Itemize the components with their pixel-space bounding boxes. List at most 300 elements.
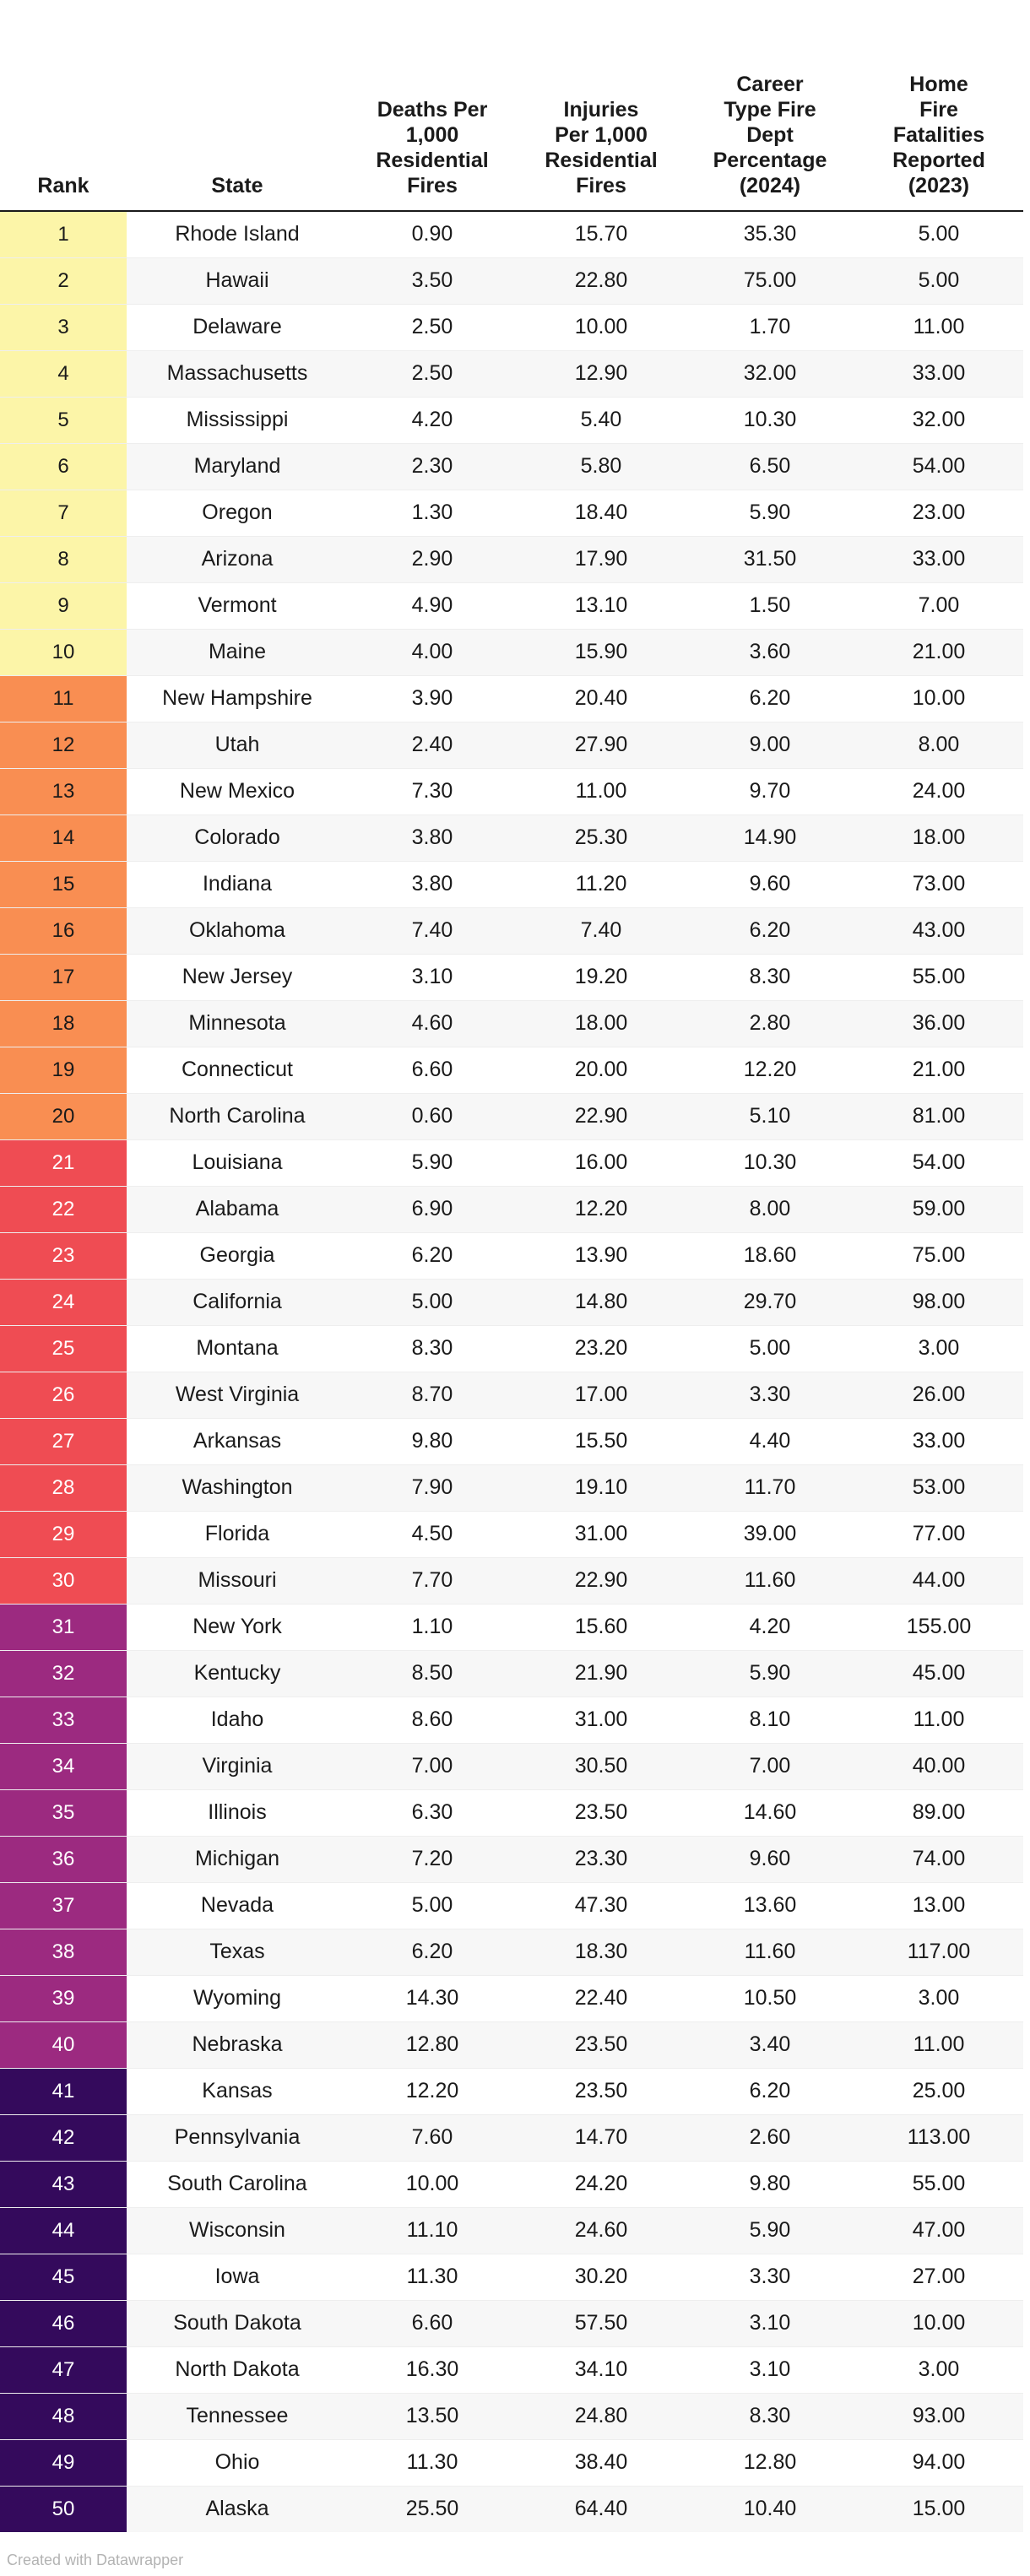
cell-home-fire-fatalities: 93.00 <box>854 2393 1023 2439</box>
table-row <box>0 1975 1023 2021</box>
cell-career-dept-percentage: 12.20 <box>743 1058 797 1082</box>
cell-career-dept-percentage: 5.00 <box>749 1336 791 1361</box>
cell-state: Michigan <box>127 1836 348 1882</box>
cell-rank: 9 <box>0 582 127 629</box>
cell-injuries-per-1000: 34.10 <box>574 2357 628 2382</box>
table-row <box>0 2393 1023 2439</box>
cell-rank: 3 <box>0 304 127 350</box>
cell-home-fire-fatalities: 24.00 <box>912 779 966 804</box>
cell-home-fire-fatalities: 75.00 <box>912 1243 966 1268</box>
cell-career-dept-percentage: 8.00 <box>686 1186 854 1232</box>
cell-deaths-per-1000: 4.60 <box>348 1000 517 1047</box>
cell-career-dept-percentage: 8.30 <box>686 2393 854 2439</box>
table-row <box>0 768 1023 814</box>
table-row <box>0 2207 1023 2254</box>
cell-state: California <box>127 1279 348 1325</box>
cell-state: New Jersey <box>182 965 293 989</box>
cell-career-dept-percentage: 11.60 <box>686 1929 854 1975</box>
table-row <box>0 536 1023 582</box>
datawrapper-credit[interactable]: Created with Datawrapper <box>7 2552 184 2568</box>
cell-injuries-per-1000: 31.00 <box>574 1522 628 1546</box>
cell-state: Massachusetts <box>127 350 348 397</box>
cell-deaths-per-1000: 1.30 <box>411 501 453 525</box>
table-row <box>0 1093 1023 1139</box>
table-row <box>0 814 1023 861</box>
table-row <box>0 1000 1023 1047</box>
cell-rank: 25 <box>0 1325 127 1372</box>
table-row <box>0 2254 1023 2300</box>
cell-career-dept-percentage: 3.30 <box>749 2265 791 2289</box>
cell-deaths-per-1000: 6.20 <box>348 1929 517 1975</box>
cell-home-fire-fatalities: 54.00 <box>912 1150 966 1175</box>
cell-deaths-per-1000: 3.10 <box>411 965 453 989</box>
cell-career-dept-percentage: 5.90 <box>686 2207 854 2254</box>
cell-state: Vermont <box>198 593 277 618</box>
table-row <box>0 1139 1023 1186</box>
cell-injuries-per-1000: 24.80 <box>517 2393 686 2439</box>
cell-career-dept-percentage: 11.60 <box>686 1557 854 1604</box>
cell-rank: 34 <box>0 1743 127 1789</box>
cell-home-fire-fatalities: 74.00 <box>854 1836 1023 1882</box>
table-row <box>0 2439 1023 2486</box>
cell-state: Arkansas <box>192 1429 282 1453</box>
cell-state: Wisconsin <box>127 2207 348 2254</box>
cell-state: Indiana <box>202 872 273 896</box>
cell-home-fire-fatalities: 73.00 <box>912 872 966 896</box>
cell-state: Maryland <box>127 443 348 490</box>
cell-rank: 31 <box>0 1604 127 1650</box>
cell-deaths-per-1000: 14.30 <box>405 1986 459 2010</box>
cell-career-dept-percentage: 3.60 <box>686 629 854 675</box>
cell-deaths-per-1000: 12.20 <box>405 2079 459 2103</box>
table-row <box>0 582 1023 629</box>
cell-rank: 24 <box>0 1279 127 1325</box>
cell-home-fire-fatalities: 113.00 <box>854 2114 1023 2161</box>
cell-career-dept-percentage: 1.50 <box>749 593 791 618</box>
cell-home-fire-fatalities: 117.00 <box>854 1929 1023 1975</box>
cell-deaths-per-1000: 3.80 <box>411 872 453 896</box>
cell-career-dept-percentage: 9.60 <box>686 1836 854 1882</box>
cell-injuries-per-1000: 12.20 <box>517 1186 686 1232</box>
cell-deaths-per-1000: 16.30 <box>405 2357 459 2382</box>
table-row <box>0 861 1023 907</box>
cell-home-fire-fatalities: 47.00 <box>854 2207 1023 2254</box>
cell-career-dept-percentage: 5.90 <box>686 1650 854 1697</box>
cell-injuries-per-1000: 19.20 <box>574 965 628 989</box>
cell-deaths-per-1000: 6.30 <box>411 1800 453 1825</box>
cell-deaths-per-1000: 7.40 <box>348 907 517 954</box>
cell-home-fire-fatalities: 3.00 <box>918 1336 960 1361</box>
table-row <box>0 1372 1023 1418</box>
table-row <box>0 1279 1023 1325</box>
table-row <box>0 722 1023 768</box>
table-row <box>0 1047 1023 1093</box>
cell-state: Illinois <box>208 1800 267 1825</box>
cell-deaths-per-1000: 4.20 <box>411 408 453 432</box>
cell-state: South Dakota <box>127 2300 348 2346</box>
table-row <box>0 2068 1023 2114</box>
cell-career-dept-percentage: 1.70 <box>749 315 791 339</box>
cell-home-fire-fatalities: 33.00 <box>912 1429 966 1453</box>
cell-deaths-per-1000: 8.60 <box>411 1707 453 1732</box>
cell-home-fire-fatalities: 43.00 <box>854 907 1023 954</box>
cell-deaths-per-1000: 2.90 <box>348 536 517 582</box>
column-header-deaths-per-1000[interactable]: Deaths Per 1,000 Residential Fires <box>348 0 517 211</box>
cell-career-dept-percentage: 14.60 <box>743 1800 797 1825</box>
cell-state: Oklahoma <box>127 907 348 954</box>
cell-home-fire-fatalities: 25.00 <box>912 2079 966 2103</box>
cell-deaths-per-1000: 25.50 <box>348 2486 517 2532</box>
cell-injuries-per-1000: 13.90 <box>574 1243 628 1268</box>
cell-home-fire-fatalities: 7.00 <box>918 593 960 618</box>
cell-deaths-per-1000: 5.90 <box>411 1150 453 1175</box>
cell-injuries-per-1000: 17.90 <box>517 536 686 582</box>
table-row <box>0 2346 1023 2393</box>
cell-rank: 26 <box>0 1372 127 1418</box>
cell-injuries-per-1000: 14.80 <box>517 1279 686 1325</box>
cell-rank: 16 <box>0 907 127 954</box>
cell-home-fire-fatalities: 81.00 <box>854 1093 1023 1139</box>
cell-injuries-per-1000: 7.40 <box>517 907 686 954</box>
column-header-career-dept-percentage[interactable]: Career Type Fire Dept Percentage (2024) <box>686 0 854 211</box>
table-row <box>0 1789 1023 1836</box>
cell-rank: 6 <box>0 443 127 490</box>
cell-home-fire-fatalities: 54.00 <box>854 443 1023 490</box>
table-row <box>0 397 1023 443</box>
column-header-home-fire-fatalities[interactable]: Home Fire Fatalities Reported (2023) <box>854 0 1023 211</box>
cell-home-fire-fatalities: 21.00 <box>854 629 1023 675</box>
table-row <box>0 1186 1023 1232</box>
cell-career-dept-percentage: 18.60 <box>743 1243 797 1268</box>
cell-rank: 18 <box>0 1000 127 1047</box>
table-row <box>0 1650 1023 1697</box>
cell-injuries-per-1000: 31.00 <box>574 1707 628 1732</box>
cell-injuries-per-1000: 17.00 <box>517 1372 686 1418</box>
table-row <box>0 1697 1023 1743</box>
cell-home-fire-fatalities: 5.00 <box>918 222 960 246</box>
cell-home-fire-fatalities: 89.00 <box>912 1800 966 1825</box>
cell-state: Delaware <box>192 315 282 339</box>
cell-state: Nevada <box>200 1893 274 1918</box>
table-row <box>0 1604 1023 1650</box>
cell-deaths-per-1000: 5.00 <box>411 1893 453 1918</box>
cell-injuries-per-1000: 21.90 <box>517 1650 686 1697</box>
cell-home-fire-fatalities: 155.00 <box>906 1615 972 1639</box>
cell-deaths-per-1000: 11.30 <box>406 2450 458 2475</box>
cell-career-dept-percentage: 6.50 <box>686 443 854 490</box>
table-row <box>0 954 1023 1000</box>
cell-deaths-per-1000: 8.30 <box>411 1336 453 1361</box>
table-row <box>0 2021 1023 2068</box>
table-row <box>0 257 1023 304</box>
cell-home-fire-fatalities: 77.00 <box>912 1522 966 1546</box>
cell-deaths-per-1000: 11.10 <box>348 2207 517 2254</box>
cell-injuries-per-1000: 23.50 <box>517 2021 686 2068</box>
cell-rank: 7 <box>0 490 127 536</box>
cell-state: North Carolina <box>127 1093 348 1139</box>
cell-rank: 29 <box>0 1511 127 1557</box>
cell-state: Minnesota <box>127 1000 348 1047</box>
column-header-rank[interactable]: Rank <box>0 0 127 211</box>
cell-home-fire-fatalities: 45.00 <box>854 1650 1023 1697</box>
cell-rank: 36 <box>0 1836 127 1882</box>
cell-home-fire-fatalities: 33.00 <box>854 536 1023 582</box>
cell-injuries-per-1000: 11.00 <box>575 779 627 804</box>
cell-career-dept-percentage: 10.30 <box>743 1150 797 1175</box>
cell-home-fire-fatalities: 18.00 <box>854 814 1023 861</box>
cell-deaths-per-1000: 2.50 <box>411 315 453 339</box>
cell-rank: 47 <box>0 2346 127 2393</box>
cell-state: Oregon <box>202 501 273 525</box>
cell-injuries-per-1000: 25.30 <box>517 814 686 861</box>
cell-state: South Carolina <box>167 2172 307 2196</box>
cell-deaths-per-1000: 7.90 <box>348 1464 517 1511</box>
cell-state: New Hampshire <box>162 686 312 711</box>
cell-state: Texas <box>127 1929 348 1975</box>
cell-deaths-per-1000: 8.70 <box>348 1372 517 1418</box>
cell-rank: 19 <box>0 1047 127 1093</box>
cell-deaths-per-1000: 4.90 <box>411 593 453 618</box>
cell-state: Missouri <box>127 1557 348 1604</box>
cell-deaths-per-1000: 1.10 <box>411 1615 453 1639</box>
cell-state: Connecticut <box>181 1058 294 1082</box>
cell-home-fire-fatalities: 55.00 <box>912 965 966 989</box>
cell-rank: 50 <box>0 2486 127 2532</box>
cell-deaths-per-1000: 8.50 <box>348 1650 517 1697</box>
cell-career-dept-percentage: 39.00 <box>743 1522 797 1546</box>
cell-state: Colorado <box>127 814 348 861</box>
cell-state: Idaho <box>210 1707 264 1732</box>
table-row <box>0 1464 1023 1511</box>
cell-home-fire-fatalities: 23.00 <box>912 501 966 525</box>
cell-rank: 27 <box>0 1418 127 1464</box>
cell-deaths-per-1000: 7.70 <box>348 1557 517 1604</box>
cell-injuries-per-1000: 24.60 <box>517 2207 686 2254</box>
table-row <box>0 350 1023 397</box>
cell-injuries-per-1000: 15.60 <box>574 1615 628 1639</box>
cell-rank: 45 <box>0 2254 127 2300</box>
cell-rank: 1 <box>0 211 127 257</box>
cell-career-dept-percentage: 6.20 <box>749 686 791 711</box>
cell-injuries-per-1000: 10.00 <box>574 315 628 339</box>
cell-injuries-per-1000: 5.40 <box>580 408 622 432</box>
cell-deaths-per-1000: 2.40 <box>348 722 517 768</box>
cell-rank: 22 <box>0 1186 127 1232</box>
cell-home-fire-fatalities: 11.00 <box>913 1707 965 1732</box>
cell-state: Nebraska <box>127 2021 348 2068</box>
cell-career-dept-percentage: 9.00 <box>686 722 854 768</box>
table-row <box>0 629 1023 675</box>
cell-deaths-per-1000: 7.60 <box>348 2114 517 2161</box>
cell-home-fire-fatalities: 32.00 <box>912 408 966 432</box>
cell-state: Montana <box>196 1336 279 1361</box>
cell-state: Utah <box>127 722 348 768</box>
table-row <box>0 1929 1023 1975</box>
cell-state: Pennsylvania <box>127 2114 348 2161</box>
cell-injuries-per-1000: 38.40 <box>574 2450 628 2475</box>
cell-deaths-per-1000: 7.30 <box>411 779 453 804</box>
cell-injuries-per-1000: 23.50 <box>574 2079 628 2103</box>
cell-injuries-per-1000: 12.90 <box>517 350 686 397</box>
cell-rank: 4 <box>0 350 127 397</box>
cell-rank: 15 <box>0 861 127 907</box>
cell-rank: 12 <box>0 722 127 768</box>
cell-career-dept-percentage: 9.60 <box>749 872 791 896</box>
table-header-row <box>0 0 1023 211</box>
cell-rank: 37 <box>0 1882 127 1929</box>
cell-career-dept-percentage: 4.20 <box>749 1615 791 1639</box>
cell-career-dept-percentage: 9.70 <box>749 779 791 804</box>
cell-state: Wyoming <box>193 1986 281 2010</box>
cell-rank: 44 <box>0 2207 127 2254</box>
cell-rank: 5 <box>0 397 127 443</box>
cell-deaths-per-1000: 4.50 <box>411 1522 453 1546</box>
cell-state: Virginia <box>127 1743 348 1789</box>
cell-injuries-per-1000: 5.80 <box>517 443 686 490</box>
cell-career-dept-percentage: 14.90 <box>686 814 854 861</box>
cell-deaths-per-1000: 4.00 <box>348 629 517 675</box>
cell-career-dept-percentage: 3.30 <box>686 1372 854 1418</box>
cell-state: Washington <box>127 1464 348 1511</box>
cell-injuries-per-1000: 30.50 <box>517 1743 686 1789</box>
cell-rank: 32 <box>0 1650 127 1697</box>
cell-career-dept-percentage: 5.90 <box>749 501 791 525</box>
cell-rank: 13 <box>0 768 127 814</box>
cell-rank: 40 <box>0 2021 127 2068</box>
cell-rank: 8 <box>0 536 127 582</box>
cell-state: Alaska <box>127 2486 348 2532</box>
cell-rank: 48 <box>0 2393 127 2439</box>
cell-career-dept-percentage: 31.50 <box>686 536 854 582</box>
cell-deaths-per-1000: 5.00 <box>348 1279 517 1325</box>
cell-home-fire-fatalities: 33.00 <box>854 350 1023 397</box>
cell-home-fire-fatalities: 13.00 <box>912 1893 966 1918</box>
table-row <box>0 2161 1023 2207</box>
cell-deaths-per-1000: 2.50 <box>348 350 517 397</box>
cell-state: Hawaii <box>127 257 348 304</box>
cell-career-dept-percentage: 4.40 <box>749 1429 791 1453</box>
cell-deaths-per-1000: 13.50 <box>348 2393 517 2439</box>
cell-home-fire-fatalities: 44.00 <box>854 1557 1023 1604</box>
cell-rank: 21 <box>0 1139 127 1186</box>
cell-injuries-per-1000: 57.50 <box>517 2300 686 2346</box>
cell-home-fire-fatalities: 40.00 <box>854 1743 1023 1789</box>
cell-rank: 10 <box>0 629 127 675</box>
cell-rank: 43 <box>0 2161 127 2207</box>
cell-home-fire-fatalities: 26.00 <box>854 1372 1023 1418</box>
cell-career-dept-percentage: 3.40 <box>686 2021 854 2068</box>
cell-injuries-per-1000: 18.40 <box>574 501 628 525</box>
table-row <box>0 2486 1023 2532</box>
cell-career-dept-percentage: 10.40 <box>686 2486 854 2532</box>
cell-home-fire-fatalities: 3.00 <box>918 1986 960 2010</box>
cell-state: Rhode Island <box>175 222 300 246</box>
table-row <box>0 304 1023 350</box>
cell-state: Maine <box>127 629 348 675</box>
cell-deaths-per-1000: 10.00 <box>405 2172 459 2196</box>
cell-injuries-per-1000: 27.90 <box>517 722 686 768</box>
cell-injuries-per-1000: 23.30 <box>517 1836 686 1882</box>
table-row <box>0 1743 1023 1789</box>
table-row <box>0 443 1023 490</box>
cell-career-dept-percentage: 11.70 <box>686 1464 854 1511</box>
table-row <box>0 907 1023 954</box>
cell-state: Mississippi <box>186 408 289 432</box>
cell-injuries-per-1000: 20.00 <box>574 1058 628 1082</box>
cell-state: Kentucky <box>127 1650 348 1697</box>
cell-career-dept-percentage: 29.70 <box>686 1279 854 1325</box>
cell-deaths-per-1000: 6.20 <box>411 1243 453 1268</box>
cell-state: Tennessee <box>127 2393 348 2439</box>
cell-deaths-per-1000: 3.50 <box>348 257 517 304</box>
table-row <box>0 2300 1023 2346</box>
cell-injuries-per-1000: 22.90 <box>517 1557 686 1604</box>
cell-deaths-per-1000: 3.90 <box>411 686 453 711</box>
cell-injuries-per-1000: 64.40 <box>517 2486 686 2532</box>
cell-injuries-per-1000: 22.80 <box>517 257 686 304</box>
cell-state: Kansas <box>202 2079 273 2103</box>
table-row <box>0 1882 1023 1929</box>
cell-state: Florida <box>204 1522 270 1546</box>
cell-rank: 46 <box>0 2300 127 2346</box>
cell-home-fire-fatalities: 98.00 <box>854 1279 1023 1325</box>
cell-state: Arizona <box>127 536 348 582</box>
cell-rank: 33 <box>0 1697 127 1743</box>
cell-career-dept-percentage: 7.00 <box>686 1743 854 1789</box>
column-header-injuries-per-1000[interactable]: Injuries Per 1,000 Residential Fires <box>517 0 686 211</box>
cell-rank: 23 <box>0 1232 127 1279</box>
cell-state: New York <box>192 1615 282 1639</box>
cell-deaths-per-1000: 7.00 <box>348 1743 517 1789</box>
column-header-state[interactable]: State <box>127 0 348 211</box>
cell-home-fire-fatalities: 3.00 <box>918 2357 960 2382</box>
cell-career-dept-percentage: 9.80 <box>749 2172 791 2196</box>
table-row <box>0 1418 1023 1464</box>
cell-state: Iowa <box>214 2265 260 2289</box>
cell-career-dept-percentage: 10.50 <box>743 1986 797 2010</box>
cell-injuries-per-1000: 30.20 <box>574 2265 628 2289</box>
cell-deaths-per-1000: 11.30 <box>406 2265 458 2289</box>
cell-career-dept-percentage: 6.20 <box>749 2079 791 2103</box>
cell-rank: 20 <box>0 1093 127 1139</box>
cell-deaths-per-1000: 0.60 <box>348 1093 517 1139</box>
cell-injuries-per-1000: 16.00 <box>574 1150 628 1175</box>
cell-rank: 11 <box>0 675 127 722</box>
cell-career-dept-percentage: 13.60 <box>743 1893 797 1918</box>
cell-deaths-per-1000: 3.80 <box>348 814 517 861</box>
cell-home-fire-fatalities: 15.00 <box>854 2486 1023 2532</box>
table-row <box>0 2114 1023 2161</box>
cell-rank: 49 <box>0 2439 127 2486</box>
cell-rank: 38 <box>0 1929 127 1975</box>
table-header <box>0 0 1023 211</box>
cell-state: West Virginia <box>127 1372 348 1418</box>
cell-injuries-per-1000: 47.30 <box>574 1893 628 1918</box>
cell-state: Louisiana <box>192 1150 283 1175</box>
table-row <box>0 1557 1023 1604</box>
cell-injuries-per-1000: 18.30 <box>517 1929 686 1975</box>
cell-career-dept-percentage: 3.10 <box>749 2357 791 2382</box>
cell-rank: 35 <box>0 1789 127 1836</box>
cell-rank: 28 <box>0 1464 127 1511</box>
cell-career-dept-percentage: 10.30 <box>743 408 797 432</box>
table-row <box>0 1325 1023 1372</box>
cell-career-dept-percentage: 8.10 <box>749 1707 791 1732</box>
cell-rank: 41 <box>0 2068 127 2114</box>
cell-career-dept-percentage: 35.30 <box>743 222 797 246</box>
cell-home-fire-fatalities: 53.00 <box>854 1464 1023 1511</box>
cell-injuries-per-1000: 14.70 <box>517 2114 686 2161</box>
